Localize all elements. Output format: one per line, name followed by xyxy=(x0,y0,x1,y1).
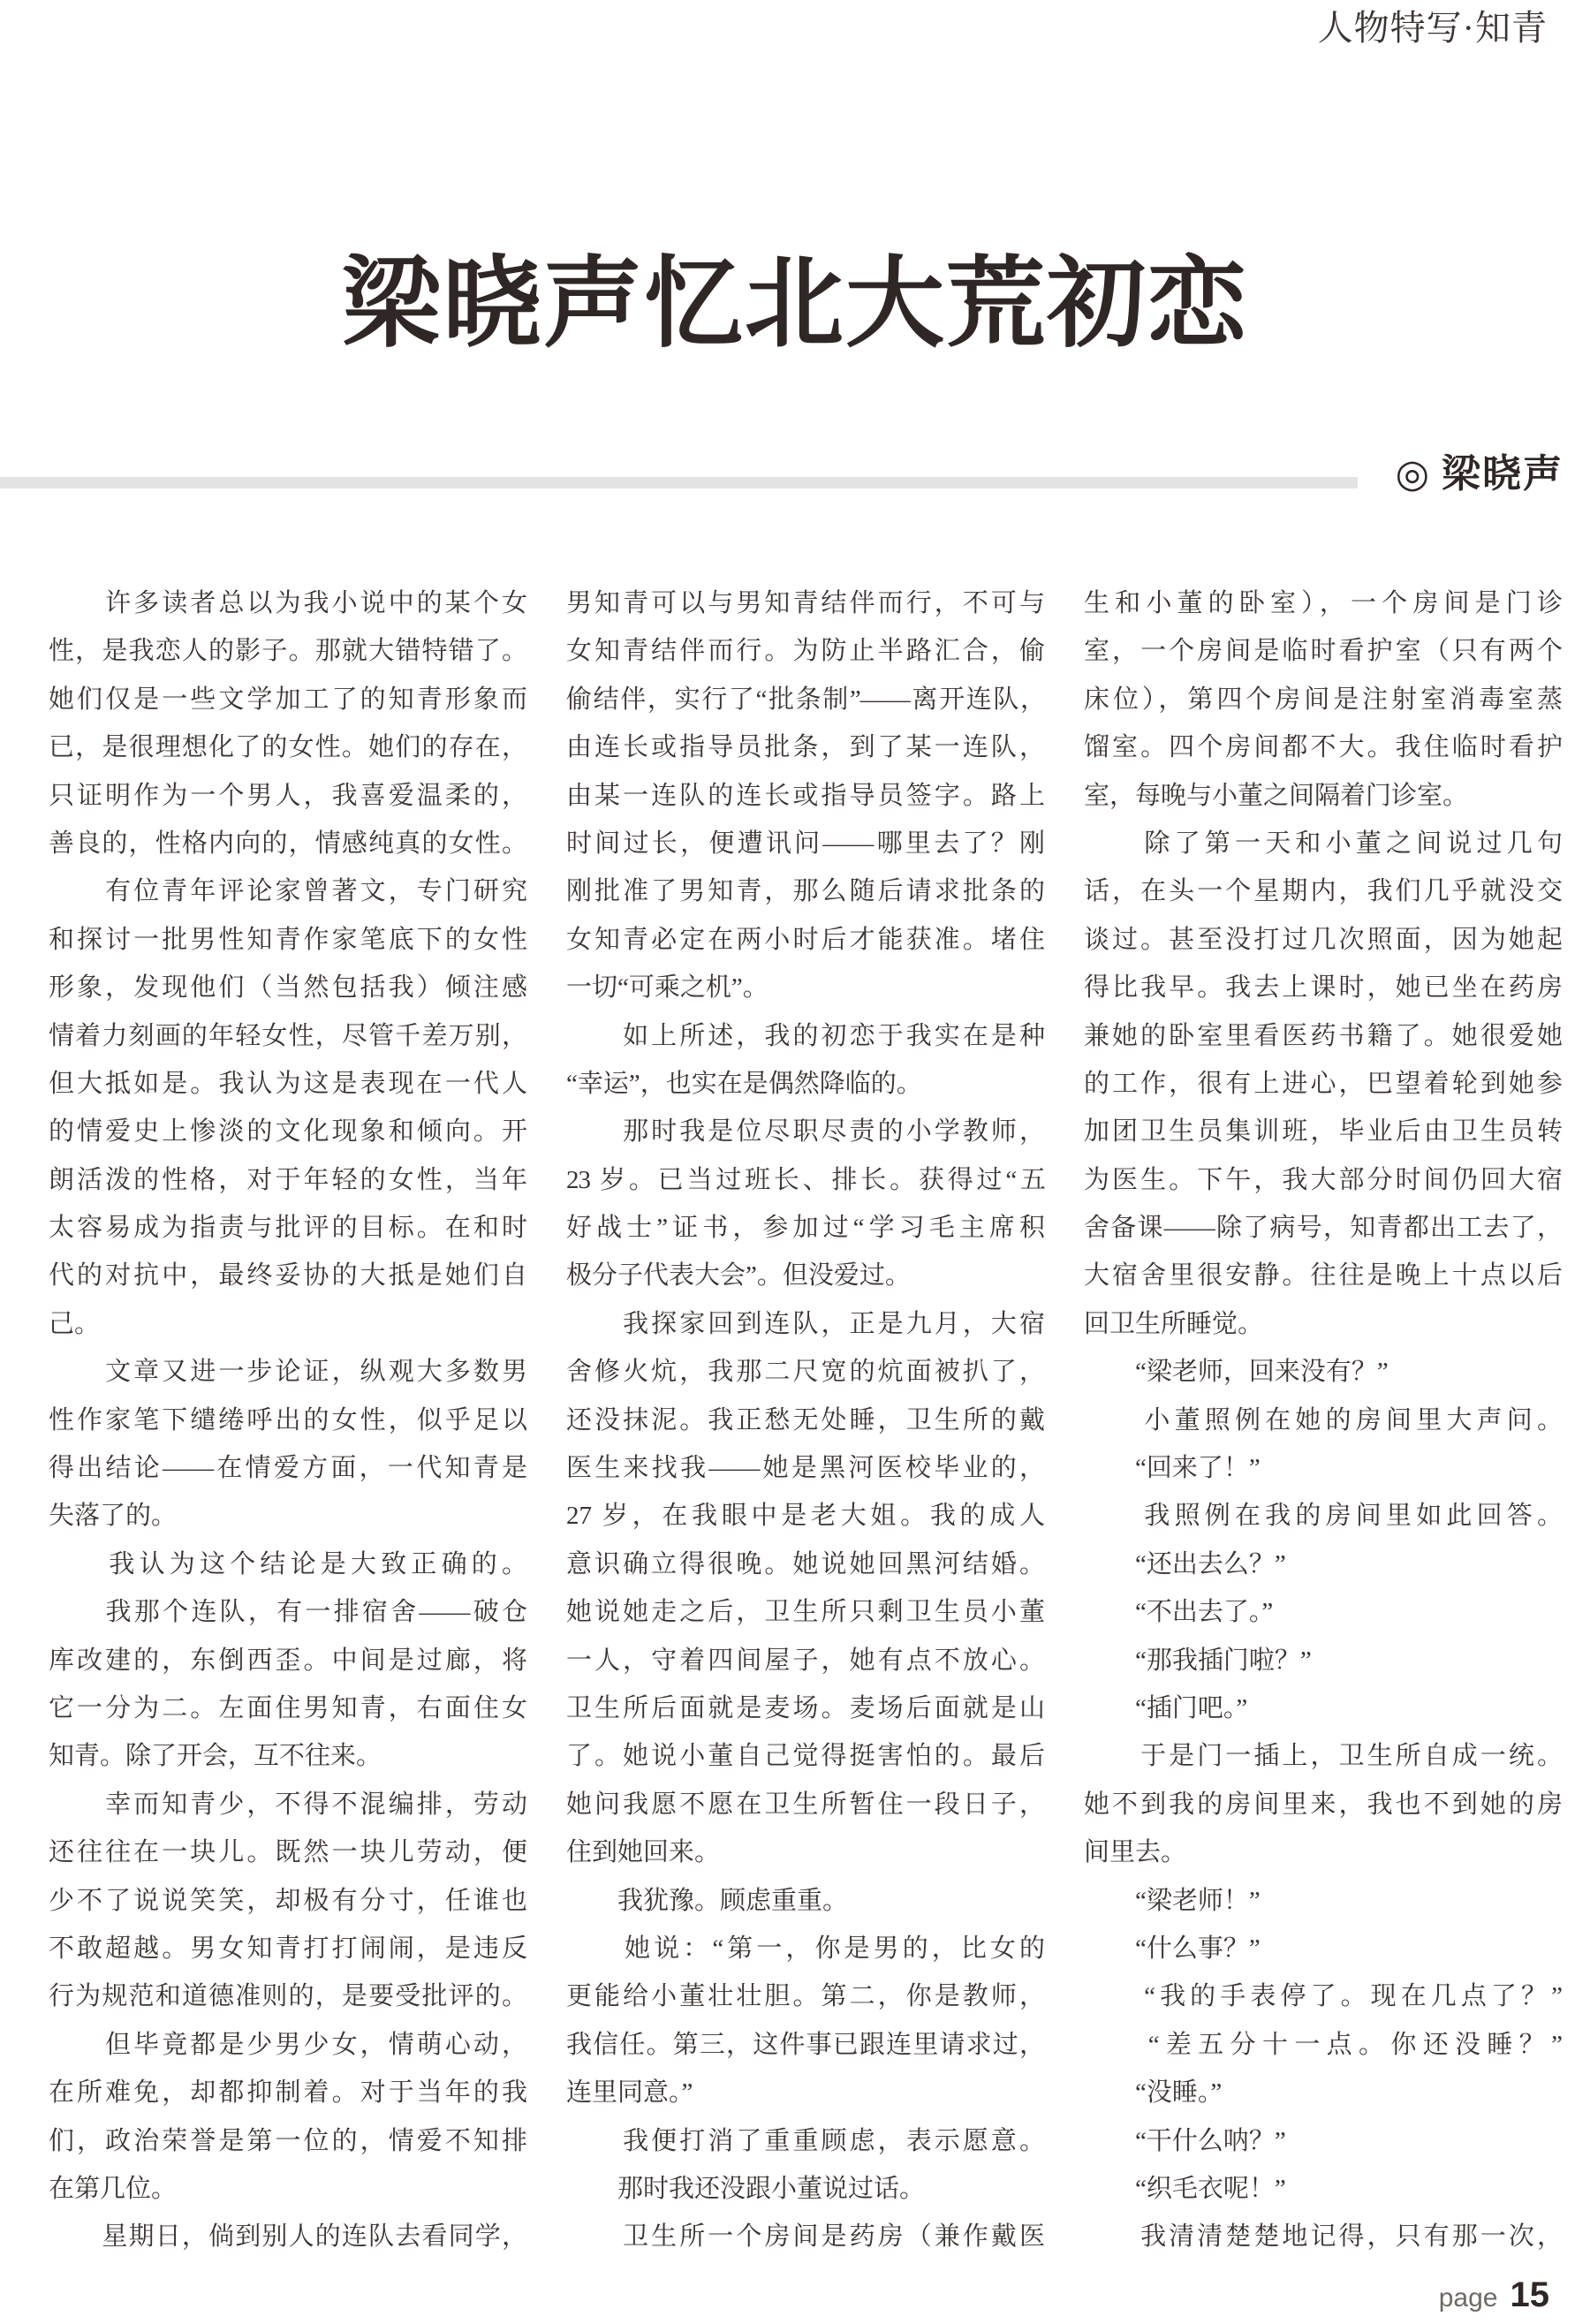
text-line: 它一分为二。左面住男知青，右面住女 xyxy=(49,1693,527,1722)
text-line: 得比我早。我去上课时，她已坐在药房 xyxy=(1084,973,1563,1003)
text-line: “回来了！” xyxy=(1084,1454,1261,1483)
text-line: 她说她走之后，卫生所只剩卫生员小董 xyxy=(566,1598,1045,1627)
text-line: 于是门一插上，卫生所自成一统。 xyxy=(1084,1742,1563,1771)
text-line: 代的对抗中，最终妥协的大抵是她们自 xyxy=(49,1261,527,1291)
text-line: 加团卫生员集训班，毕业后由卫生员转 xyxy=(1084,1117,1563,1147)
text-line: 由连长或指导员批条，到了某一连队， xyxy=(566,733,1045,762)
text-line: 室，一个房间是临时看护室（只有两个 xyxy=(1084,637,1563,666)
text-line: 还往往在一块儿。既然一块儿劳动，便 xyxy=(49,1838,527,1867)
text-line: 库改建的，东倒西歪。中间是过廊，将 xyxy=(49,1646,527,1675)
text-line: 连里同意。” xyxy=(566,2078,693,2108)
text-line: “梁老师，回来没有？” xyxy=(1084,1358,1389,1387)
text-line: 但毕竟都是少男少女，情萌心动， xyxy=(49,2030,527,2059)
article-body xyxy=(49,579,1563,2261)
text-line: 善良的，性格内向的，情感纯真的女性。 xyxy=(49,829,527,858)
text-line: 的情爱史上惨淡的文化现象和倾向。开 xyxy=(49,1117,527,1147)
text-column-1 xyxy=(49,579,527,2261)
text-line: 形象，发现他们（当然包括我）倾注感 xyxy=(49,973,527,1003)
divider-bar xyxy=(0,477,1358,488)
text-line: “插门吧。” xyxy=(1084,1693,1248,1722)
text-line: 男知青可以与男知青结伴而行，不可与 xyxy=(566,589,1045,617)
page-number: 15 xyxy=(1510,2275,1549,2314)
text-line: “我的手表停了。现在几点了？” xyxy=(1084,1982,1563,2011)
text-line: 在所难免，却都抑制着。对于当年的我 xyxy=(49,2078,527,2108)
text-line: 我清清楚楚地记得，只有那一次， xyxy=(1084,2222,1563,2252)
text-line: 好战士”证书，参加过“学习毛主席积 xyxy=(566,1214,1045,1243)
text-line: 27 岁，在我眼中是老大姐。我的成人 xyxy=(566,1502,1045,1531)
text-line: 幸而知青少，不得不混编排，劳动 xyxy=(49,1790,527,1819)
text-line: 一人，守着四间屋子，她有点不放心。 xyxy=(566,1646,1045,1675)
text-line: 意识确立得很晚。她说她回黑河结婚。 xyxy=(566,1549,1045,1578)
text-line: 一切“可乘之机”。 xyxy=(566,973,768,1003)
text-line: 我便打消了重重顾虑，表示愿意。 xyxy=(566,2126,1045,2155)
text-line: 只证明作为一个男人，我喜爱温柔的， xyxy=(49,781,527,810)
text-line: “干什么呐？” xyxy=(1084,2126,1286,2155)
text-line: 极分子代表大会”。但没爱过。 xyxy=(566,1261,911,1291)
text-line: 星期日，倘到别人的连队去看同学， xyxy=(49,2222,527,2252)
text-line: 兼她的卧室里看医药书籍了。她很爱她 xyxy=(1084,1021,1563,1050)
text-column-2 xyxy=(566,579,1045,2261)
text-line: 舍备课——除了病号，知青都出工去了， xyxy=(1084,1214,1563,1243)
text-line: 许多读者总以为我小说中的某个女 xyxy=(49,589,527,617)
text-line: 室，每晚与小董之间隔着门诊室。 xyxy=(1084,781,1469,810)
text-line: 那时我还没跟小董说过话。 xyxy=(566,2174,926,2203)
text-line: 但大抵如是。我认为这是表现在一代人 xyxy=(49,1069,527,1098)
text-line: 我照例在我的房间里如此回答。 xyxy=(1084,1502,1563,1531)
page-label: page xyxy=(1438,2283,1498,2313)
text-line: “织毛衣呢！” xyxy=(1084,2174,1286,2203)
text-line: 话，在头一个星期内，我们几乎就没交 xyxy=(1084,877,1563,906)
text-line: 除了第一天和小董之间说过几句 xyxy=(1084,829,1563,858)
text-line: “什么事？” xyxy=(1084,1934,1261,1963)
text-line: 卫生所一个房间是药房（兼作戴医 xyxy=(566,2222,1045,2252)
text-line: 卫生所后面就是麦场。麦场后面就是山 xyxy=(566,1693,1045,1722)
text-line: 太容易成为指责与批评的目标。在和时 xyxy=(49,1214,527,1243)
text-line: 小董照例在她的房间里大声问。 xyxy=(1084,1405,1563,1435)
text-line: “不出去了。” xyxy=(1084,1598,1274,1627)
text-line: 回卫生所睡觉。 xyxy=(1084,1309,1264,1338)
text-line: 时间过长，便遭讯问——哪里去了？刚 xyxy=(566,829,1045,858)
text-line: 少不了说说笑笑，却极有分寸，任谁也 xyxy=(49,1886,527,1915)
text-line: 女知青必定在两小时后才能获准。堵住 xyxy=(566,925,1045,954)
text-line: 她不到我的房间里来，我也不到她的房 xyxy=(1084,1790,1563,1819)
text-line: 在第几位。 xyxy=(49,2174,178,2203)
text-line: 那时我是位尽职尽责的小学教师， xyxy=(566,1117,1045,1147)
text-line: 我信任。第三，这件事已跟连里请求过， xyxy=(566,2030,1045,2059)
text-line: 住到她回来。 xyxy=(566,1838,721,1867)
byline xyxy=(1396,452,1564,496)
text-line: 她问我愿不愿在卫生所暂住一段日子， xyxy=(566,1790,1045,1819)
text-line: 大宿舍里很安静。往往是晚上十点以后 xyxy=(1084,1261,1563,1291)
text-line: 谈过。甚至没打过几次照面，因为她起 xyxy=(1084,925,1563,954)
text-line: 不敢超越。男女知青打打闹闹，是违反 xyxy=(49,1934,527,1963)
text-line: 如上所述，我的初恋于我实在是种 xyxy=(566,1021,1045,1050)
text-line: 行为规范和道德准则的，是要受批评的。 xyxy=(49,1982,527,2011)
text-line: “幸运”，也实在是偶然降临的。 xyxy=(566,1069,922,1098)
text-line: “那我插门啦？” xyxy=(1084,1646,1312,1675)
text-line: 床位），第四个房间是注射室消毒室蒸 xyxy=(1084,685,1563,714)
text-line: 得出结论——在情爱方面，一代知青是 xyxy=(49,1454,527,1483)
text-line: 己。 xyxy=(49,1309,101,1338)
article-title: 梁晓声忆北大荒初恋 xyxy=(342,248,1248,359)
text-line: 由某一连队的连长或指导员签字。路上 xyxy=(566,781,1045,810)
text-line: 情着力刻画的年轻女性，尽管千差万别， xyxy=(49,1021,527,1050)
text-line: 她说：“第一，你是男的，比女的 xyxy=(566,1934,1045,1963)
text-column-3 xyxy=(1084,579,1563,2261)
text-line: 偷结伴，实行了“批条制”——离开连队， xyxy=(566,685,1045,714)
text-line: 医生来找我——她是黑河医校毕业的， xyxy=(566,1454,1045,1483)
text-line: 失落了的。 xyxy=(49,1502,178,1531)
text-line: 间里去。 xyxy=(1084,1838,1187,1867)
text-line: “梁老师！” xyxy=(1084,1886,1261,1915)
text-line: 和探讨一批男性知青作家笔底下的女性 xyxy=(49,925,527,954)
byline-marker-icon: ◎ xyxy=(1395,452,1431,496)
text-line: 我探家回到连队，正是九月，大宿 xyxy=(566,1309,1045,1338)
text-line: 已，是很理想化了的女性。她们的存在， xyxy=(49,733,527,762)
text-line: 我认为这个结论是大致正确的。 xyxy=(49,1549,527,1578)
text-line: 舍修火炕，我那二尺宽的炕面被扒了， xyxy=(566,1358,1045,1387)
text-line: 性作家笔下缱绻呼出的女性，似乎足以 xyxy=(49,1405,527,1435)
text-line: 的工作，很有上进心，巴望着轮到她参 xyxy=(1084,1069,1563,1098)
text-line: “差五分十一点。你还没睡？” xyxy=(1084,2030,1563,2059)
text-line: 了。她说小董自己觉得挺害怕的。最后 xyxy=(566,1742,1045,1771)
text-line: 文章又进一步论证，纵观大多数男 xyxy=(49,1358,527,1387)
text-line: “还出去么？” xyxy=(1084,1549,1286,1578)
page-footer xyxy=(1439,2275,1549,2315)
section-header: 人物特写·知青 xyxy=(1317,8,1548,48)
text-line: 生和小董的卧室），一个房间是门诊 xyxy=(1084,589,1563,617)
text-line: 我那个连队，有一排宿舍——破仓 xyxy=(49,1598,527,1627)
text-line: 还没抹泥。我正愁无处睡，卫生所的戴 xyxy=(566,1405,1045,1435)
text-line: 女知青结伴而行。为防止半路汇合，偷 xyxy=(566,637,1045,666)
text-line: 馏室。四个房间都不大。我住临时看护 xyxy=(1084,733,1563,762)
text-line: 刚批准了男知青，那么随后请求批条的 xyxy=(566,877,1045,906)
text-line: 23 岁。已当过班长、排长。获得过“五 xyxy=(566,1165,1045,1194)
text-line: 朗活泼的性格，对于年轻的女性，当年 xyxy=(49,1165,527,1194)
byline-author-name: 梁晓声 xyxy=(1442,452,1564,496)
text-line: 我犹豫。顾虑重重。 xyxy=(566,1886,849,1915)
text-line: 有位青年评论家曾著文，专门研究 xyxy=(49,877,527,906)
text-line: 知青。除了开会，互不往来。 xyxy=(49,1742,382,1771)
text-line: “没睡。” xyxy=(1084,2078,1223,2108)
text-line: 性，是我恋人的影子。那就大错特错了。 xyxy=(49,637,527,666)
text-line: 为医生。下午，我大部分时间仍回大宿 xyxy=(1084,1165,1563,1194)
text-line: 她们仅是一些文学加工了的知青形象而 xyxy=(49,685,527,714)
text-line: 更能给小董壮壮胆。第二，你是教师， xyxy=(566,1982,1045,2011)
text-line: 们，政治荣誉是第一位的，情爱不知排 xyxy=(49,2126,527,2155)
